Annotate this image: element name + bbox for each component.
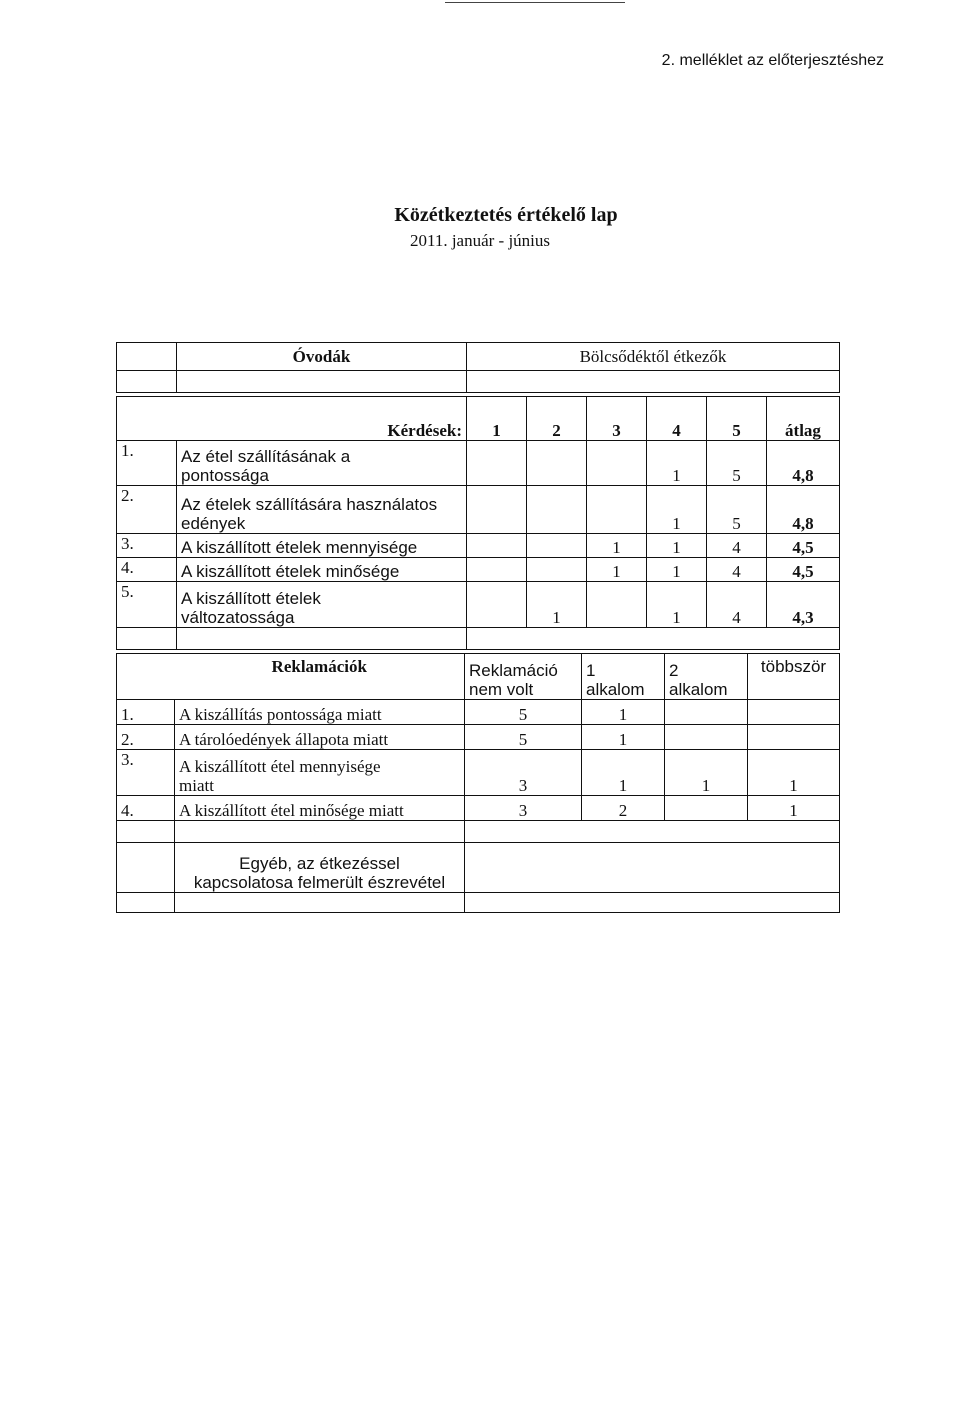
rating-value [467, 441, 527, 486]
complaint-value: 3 [465, 750, 582, 796]
rating-value: 1 [647, 486, 707, 534]
spacer-cell [175, 821, 465, 843]
header-line: alkalom [669, 680, 728, 699]
question-text: A kiszállított ételek minősége [177, 558, 467, 582]
ovodak-header: Óvodák [177, 343, 467, 371]
rating-average: 4,5 [767, 558, 840, 582]
rating-value: 1 [587, 534, 647, 558]
complaint-value: 5 [465, 725, 582, 750]
complaint-line: A kiszállított étel mennyisége [179, 757, 381, 776]
remarks-line: Egyéb, az étkezéssel [239, 854, 400, 873]
rating-value: 1 [647, 441, 707, 486]
table-row [117, 725, 840, 750]
question-line: edények [181, 514, 246, 533]
header-line: 1 [586, 661, 596, 680]
table-row [117, 796, 840, 821]
table-row [117, 534, 840, 558]
rating-value [527, 486, 587, 534]
rating-value [467, 582, 527, 628]
remarks-line: kapcsolatosa felmerült észrevétel [193, 873, 446, 892]
complaint-value: 1 [582, 725, 665, 750]
complaint-value [748, 700, 840, 725]
rating-table [116, 396, 840, 650]
rating-value: 5 [707, 441, 767, 486]
rating-value [587, 486, 647, 534]
spacer-cell [175, 893, 465, 913]
table-row [117, 558, 840, 582]
scan-top-line [445, 2, 625, 3]
rating-average: 4,3 [767, 582, 840, 628]
page-title: Közétkeztetés értékelő lap [394, 204, 618, 226]
remarks-value-cell [465, 843, 840, 893]
complaint-value [665, 725, 748, 750]
complaints-table [116, 653, 840, 843]
header-line: nem volt [469, 680, 534, 699]
table-row [117, 486, 840, 534]
spacer-cell [117, 628, 177, 650]
rating-value: 5 [707, 486, 767, 534]
complaint-number: 3. [117, 750, 175, 796]
question-text [177, 486, 467, 534]
section-header-table [116, 342, 840, 393]
annex-label: 2. melléklet az előterjesztéshez [661, 52, 884, 69]
rating-value: 4 [707, 582, 767, 628]
rating-value [527, 558, 587, 582]
complaint-col-header [465, 654, 582, 700]
reklamaciok-header: Reklamációk [175, 654, 465, 700]
complaint-text: A kiszállítás pontossága miatt [175, 700, 465, 725]
rating-value: 4 [707, 558, 767, 582]
table-row [117, 441, 840, 486]
spacer-cell [117, 821, 175, 843]
question-number: 4. [117, 558, 177, 582]
header-empty-cell [117, 343, 177, 371]
remarks-label [175, 843, 465, 893]
rating-average: 4,8 [767, 486, 840, 534]
question-line: pontossága [181, 466, 269, 485]
spacer-cell [467, 371, 840, 393]
remarks-num-cell [117, 843, 175, 893]
question-line: Az ételek szállítására használatos [181, 495, 438, 514]
table-row [117, 700, 840, 725]
rating-value [527, 441, 587, 486]
header-line: Reklamáció [469, 661, 558, 680]
rating-value: 1 [647, 558, 707, 582]
complaint-col-header [665, 654, 748, 700]
complaint-value: 2 [582, 796, 665, 821]
spacer-cell [467, 628, 840, 650]
complaint-value: 5 [465, 700, 582, 725]
complaint-value: 1 [748, 796, 840, 821]
rating-value [467, 534, 527, 558]
complaint-value [665, 796, 748, 821]
rating-value: 1 [587, 558, 647, 582]
page-subtitle: 2011. január - június [409, 231, 551, 250]
rating-value: 1 [527, 582, 587, 628]
spacer-cell [465, 821, 840, 843]
question-number: 1. [117, 441, 177, 486]
question-line: A kiszállított ételek [181, 589, 321, 608]
rating-col-3-header: 3 [587, 397, 647, 441]
rating-value: 4 [707, 534, 767, 558]
table-row [117, 750, 840, 796]
complaint-value: 3 [465, 796, 582, 821]
rating-value [527, 534, 587, 558]
table-row [117, 582, 840, 628]
rating-col-1-header: 1 [467, 397, 527, 441]
spacer-cell [177, 628, 467, 650]
complaint-col-header [582, 654, 665, 700]
rating-value: 1 [647, 582, 707, 628]
rating-col-4-header: 4 [647, 397, 707, 441]
kerdesek-header: Kérdések: [177, 397, 467, 441]
header-line: alkalom [586, 680, 645, 699]
remarks-table [116, 842, 840, 913]
complaint-line: miatt [179, 776, 214, 795]
spacer-cell [117, 893, 175, 913]
complaint-text [175, 750, 465, 796]
rating-header-num [117, 397, 177, 441]
question-number: 5. [117, 582, 177, 628]
bolcsode-header: Bölcsődéktől étkezők [467, 343, 840, 371]
complaint-number: 1. [117, 700, 175, 725]
complaint-text: A tárolóedények állapota miatt [175, 725, 465, 750]
complaint-value [665, 700, 748, 725]
complaint-value: 1 [665, 750, 748, 796]
spacer-cell [117, 371, 177, 393]
complaint-value: 1 [582, 700, 665, 725]
question-text [177, 441, 467, 486]
complaints-header-num [117, 654, 175, 700]
rating-value [467, 558, 527, 582]
complaint-text: A kiszállított étel minősége miatt [175, 796, 465, 821]
rating-average: 4,5 [767, 534, 840, 558]
rating-col-2-header: 2 [527, 397, 587, 441]
atlag-header: átlag [767, 397, 840, 441]
complaint-value [748, 725, 840, 750]
complaint-number: 4. [117, 796, 175, 821]
complaint-col-header: többször [748, 654, 840, 700]
question-number: 2. [117, 486, 177, 534]
rating-value: 1 [647, 534, 707, 558]
question-number: 3. [117, 534, 177, 558]
rating-value [587, 582, 647, 628]
complaint-value: 1 [582, 750, 665, 796]
header-line: 2 [669, 661, 679, 680]
spacer-cell [177, 371, 467, 393]
question-line: Az étel szállításának a [181, 447, 351, 466]
question-text [177, 582, 467, 628]
complaint-number: 2. [117, 725, 175, 750]
question-text: A kiszállított ételek mennyisége [177, 534, 467, 558]
rating-value [587, 441, 647, 486]
rating-average: 4,8 [767, 441, 840, 486]
spacer-cell [465, 893, 840, 913]
complaint-value: 1 [748, 750, 840, 796]
question-line: változatossága [181, 608, 295, 627]
rating-value [467, 486, 527, 534]
rating-col-5-header: 5 [707, 397, 767, 441]
